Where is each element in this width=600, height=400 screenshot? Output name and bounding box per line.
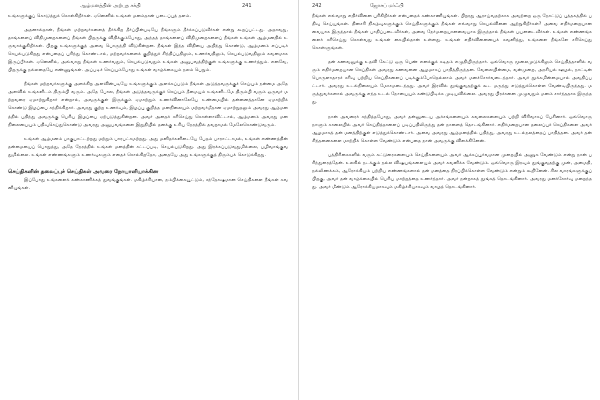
- book-gutter: [298, 0, 299, 400]
- right-running-title: ஜோசப் மர்ஃபி: [370, 3, 404, 9]
- paragraph: அதனால்தான், நீங்கள் மற்றவர்களைத் தீர்க்கிற தீர்ப்பின்படியே நீங்களும் தீர்க்கப்படுவீர்கள் என்று கூறப்பட்டது. அதாவது, தாங்களைப் விதிமுறைகளைப் நீங்கள் பிறருக்கு விதிக்கும்போது, அந்தத் தாங்களைப் விதிமுறைகளைப் நீங்கள் உங்கள் ஆழ்மனதில் உருவாக்குகிறீர்கள். பிறகு உங்களுக்குத் அவை பொருந்தி விடுகின்றன. நீங்கள் இந்த விதியை அறிந்து கொண்டு, ஆழ்மனம் எப்படிச் செயல்படுகிறது என்பதைப் புரிந்து கொண்டால், மற்றவர்களைக் குறித்துச் சிந்திப்பதிலும், உணர்வதிலும், செயல்படுவதிலும் கவனமாக இருப்பீர்கள். ஏனெனில், அவ்வாறு நீங்கள் உணர்வதும், செயல்படுவதும் உங்கள் அனுபவத்திற்குள் உங்களுக்கு உணர்த்தும். எனவே, பிறருக்கு நல்லதையே எண்ணுங்கள். அப்படிச் செய்யும்போது உங்கள் வாழ்க்கையும் நலம் பெறும்.: [8, 28, 288, 74]
- right-page-number: 242: [312, 3, 322, 9]
- left-page: [2, 0, 292, 400]
- paragraph: நீங்கள் மற்றவர்களுக்கு அளக்கிற அளவின்படியே உங்களுக்கும் அளக்கப்படும் நீங்கள் அடுத்தவருக்குச் செய்யும் நன்மை அதே அளவில் உங்களிடம் திரும்பி வரும். அதே போல, நீங்கள் அடுத்தவருக்குச் செய்யும் தீமையும் உங்களிடமே திரும்பி வரும் ஒருவர் மற்றவரை ஏமாற்றுகிறார் என்றால், அவருக்குள் இருக்கும் ஏமாற்றும் உணர்வினாலேயே உண்மையில் தன்னைத்தானே ஏமாற்றிக் கொண்டு இழப்பை சந்திக்கிறார். அவரது குற்ற உணர்வும், இழப்பு குறித்த மனநிலையும் மற்றவர்மீதான ஏமாற்றுதலும் அவரது ஆழ்மனத்தில் பதிந்து அவருக்கு பெரிய இழப்பை ஏற்படுத்துகின்றன. அவர் அதைச் சரிசெய்து கொள்ளாவிட்டால், ஆழ்மனம் அவரது மனநிலையையும் பதிவுசெய்துகொண்டு அவரது அனுபவங்களை இறுதியில் தனக்கு உரிய நேரத்தில் தவறாமல் மேலேகொண்டுவரும்.: [8, 82, 288, 128]
- left-running-title: ஆழ்மனத்தின் அற்புத சக்தி: [80, 3, 141, 9]
- right-running-head: [306, 0, 596, 13]
- paragraph: இப்போது உங்களைக் கண்காணிக்கத் துவங்குங்கள். மகிழ்ச்சியான, நம்பிக்கையூட்டும், சந்தோஷமான செய்திகளை நீங்கள் கவனியுங்கள்.: [8, 177, 288, 191]
- paragraph: பத்திரிகைகளில் வரும் கட்டுரைகளையும் செய்திகளையும் அவர் ஆக்கப்பூர்வமான முறையில் அணுக வேண்டும் என்று நான் பரிந்துரைத்தேன். உலகில் நடக்கும் நல்ல விஷயங்களையும் அவர் கவனிக்க வேண்டும். ஒவ்வொரு இரவும் தூங்குவதற்கு முன், அமைதி, நல்லிணக்கம், ஆரோக்கியம் பற்றிய எண்ணங்களால் தன் மனத்தை நிரப்பிக்கொள்ள வேண்டும் என்றும் கூறினேன். சில வாரங்களுக்குப் பிறகு, அவர் தன் வாழ்க்கையில் பெரிய மாற்றத்தை உணர்ந்தார். அவர் நன்றாகத் தூங்கத் தொடங்கினார். அவரது மனச்சோர்வு மறைந்தது. அவர் மீண்டும் ஆரோக்கியமாகவும் மகிழ்ச்சியாகவும் வாழத் தொடங்கினார்.: [312, 152, 592, 190]
- paragraph: உங்கள் ஆழ்மனம் பாகுபாட்டற்றது மற்றும் பாரபட்சமற்றது. அது மனிதர்களிடையே பேதம் பாராட்டாமல், உங்கள் எண்ணத்தின் தன்மையைப் பொறுத்து, அதே நேரத்தில் உங்கள் மனத்தின் சட்டப்படி, செயல்படுகிறது. அது இரக்கப்படுவதுமில்லை, பழிவாங்குவதுமில்லை. உங்கள் எண்ணங்களும் உணர்வுகளும் எதைச் சொல்கிறதோ, அதையே அது உங்களுக்குத் திரும்பக் கொடுக்கிறது.: [8, 136, 288, 158]
- left-text-column: [2, 13, 292, 193]
- paragraph: உங்களுக்குப் கொடுத்துக் கொள்கிறீர்கள். ஏனெனில் உங்கள் மனம்தான் படைப்புத் தளம்.: [8, 14, 191, 19]
- right-text-column: [306, 13, 596, 192]
- paragraph: நான் அவரைச் சந்தித்தபோது, அவர் தன்னுடைய அச்சங்களையும் கவலைகளையும் பற்றி விரிவாகப் பேசினார். ஒவ்வொரு நாளும் காலையில் அவர் செய்தித்தாளைப் படிப்பதிலிருந்து தன் நாளைத் தொடங்கினார். எதிர்மறையான தலைப்புச் செய்திகளை அவர் ஆழமாகத் தன் மனத்திற்குள் எடுத்துக்கொண்டார். அவை அவரது ஆழ்மனத்தில் பதிந்து, அவரது உடல்நலத்தைப் பாதித்தன. அவர் தன் சிந்தனைகளை மாற்றிக் கொள்ள வேண்டும் என்பதை நான் அவருக்கு விளக்கினேன்.: [312, 114, 592, 144]
- section-heading: செய்திகளின் தலைப்புச் செய்திகள் அவரை நோயாளியாக்கின: [8, 168, 159, 175]
- left-page-number: 241: [242, 3, 252, 9]
- right-page: [306, 0, 596, 400]
- paragraph: தன் கணவனுக்கு உதவி கேட்டு ஒரு பெண் எனக்குக் கடிதம் எழுதியிருந்தார். ஒவ்வொரு மூலைமுடுக்கிலும் செய்தித்தாளில் வரும் எதிர்மறையான செய்திகள் அவரது கணவனை ஆழமாகப் பாதித்திருந்தன. வேலையின்மை, வன்முறை, அரசியல் ஊழல், நாட்டின் பொருளாதாரச் சரிவு பற்றிய செய்திகளைப் படிக்கும்போதெல்லாம் அவர் மனச்சோர்வடைந்தார். அவர் தூக்கமின்மையால் அவதிப்பட்டார். அவரது உடல்நிலையும் மோசமடைந்தது. அவர் இரவில் தூங்குவதற்குக் கூட மருந்து எடுத்துக்கொள்ள வேண்டியிருந்தது. மருத்துவர்களால் அவருக்கு எந்த உடல் நோயையும் கண்டுபிடிக்க முடியவில்லை. அவரது பிரச்சனை முழுவதும் மனம் சார்ந்ததாக இருந்தது.: [312, 60, 592, 106]
- paragraph: நீங்கள் எவ்வாறு எதிர்வினை புரிகிறீர்கள் என்பதைக் கண்காணியுங்கள். பிறரது ஆராய்வதற்காக அவற்றை ஒரு நோட்டுப் புத்தகத்தில் பதிவு செய்யுங்கள். தினசரி நிகழ்வுகளுக்கும் செய்திகளுக்கும் நீங்கள் எவ்வாறு செயல்வினை ஆற்றுகிறீர்கள்? அவை எதிர்மறையானவையாக இருந்தால் நீங்கள் பாதிப்படைவீர்கள், அவை நேர்மறையானவையாக இருந்தால் நீங்கள் பயனடைவீர்கள். உங்கள் எண்ணங்களைச் சரிசெய்து கொள்வது உங்கள் கையில்தான் உள்ளது. உங்கள் எதிர்வினையைக் கவனித்து, உங்களை நீங்களே சரிசெய்து கொள்ளுங்கள்.: [312, 14, 592, 52]
- left-running-head: [2, 0, 292, 13]
